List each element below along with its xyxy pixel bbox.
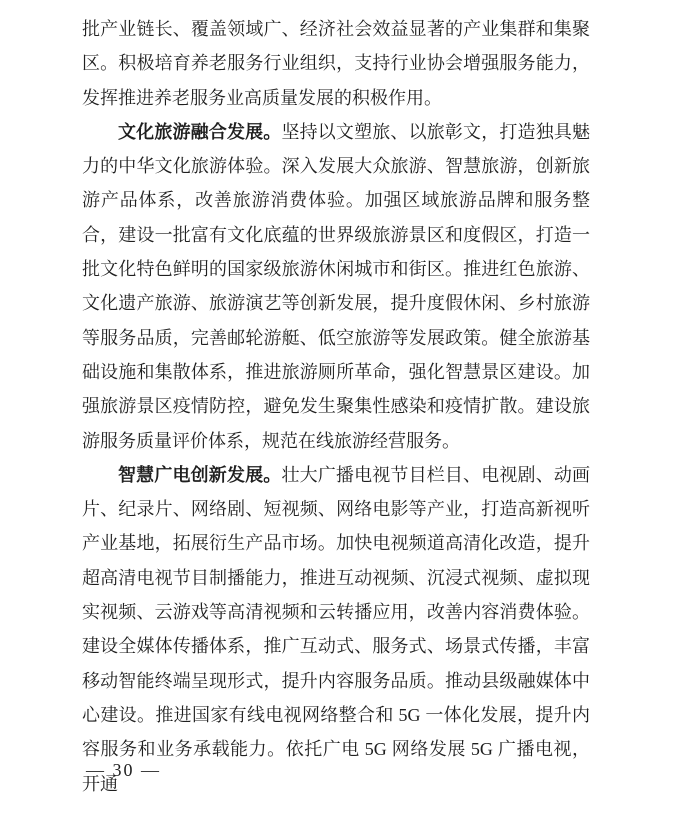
- page-body-text: [82, 12, 590, 801]
- paragraph-smart-broadcasting: [82, 458, 590, 801]
- paragraph-lead: 智慧广电创新发展。: [118, 464, 282, 485]
- paragraph-text: 壮大广播电视节目栏目、电视剧、动画片、纪录片、网络剧、短视频、网络电影等产业，打造高新视听产业基地，拓展衍生产品市场。加快电视频道高清化改造，提升超高清电视节目制播能力，推进互动视频、沉浸式视频、虚拟现实视频、云游戏等高清视频和云转播应用，改善内容消费体验。建设全媒体传播体系，推广互动式、服务式、场景式传播，丰富移动智能终端呈现形式，提升内容服务品质。推动县级融媒体中心建设。推进国家有线电视网络整合和 5G 一体化发展，提升内容服务和业务承载能力。依托广电 5G 网络发展 5G 广播电视，开通: [82, 464, 591, 794]
- paragraph-culture-tourism: [82, 115, 590, 458]
- paragraph-continuation: [82, 12, 590, 115]
- page-number: — 30 —: [86, 760, 161, 780]
- paragraph-lead: 文化旅游融合发展。: [118, 121, 282, 142]
- paragraph-text: 批产业链长、覆盖领域广、经济社会效益显著的产业集群和集聚区。积极培育养老服务行业组织，支持行业协会增强服务能力，发挥推进养老服务业高质量发展的积极作用。: [82, 19, 590, 108]
- paragraph-text: 坚持以文塑旅、以旅彰文，打造独具魅力的中华文化旅游体验。深入发展大众旅游、智慧旅游，创新旅游产品体系，改善旅游消费体验。加强区域旅游品牌和服务整合，建设一批富有文化底蕴的世界级旅游景区和度假区，打造一批文化特色鲜明的国家级旅游休闲城市和街区。推进红色旅游、文化遗产旅游、旅游演艺等创新发展，提升度假休闲、乡村旅游等服务品质，完善邮轮游艇、低空旅游等发展政策。健全旅游基础设施和集散体系，推进旅游厕所革命，强化智慧景区建设。加强旅游景区疫情防控，避免发生聚集性感染和疫情扩散。建设旅游服务质量评价体系，规范在线旅游经营服务。: [82, 121, 591, 451]
